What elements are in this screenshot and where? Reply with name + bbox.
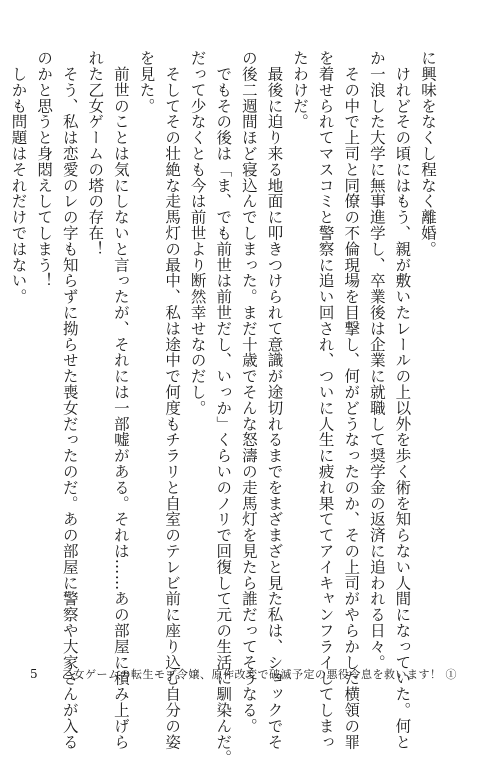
text-line: を見た。 — [137, 50, 156, 114]
text-line: けれどその頃にはもう、親が敷いたレールの上以外を歩く術を知らない人間になっていた。何と — [393, 50, 412, 750]
text-line: そう、私は恋愛のレの字も知らずに拗らせた喪女だったのだ。あの部屋に警察や大家さんが入る — [60, 50, 79, 750]
text-line: か一浪した大学に無事進学し、卒業後は企業に就職して奨学金の返済に追われる日々。 — [367, 50, 386, 671]
text-line: しかも問題はそれだけではない。 — [9, 50, 28, 305]
text-line: 前世のことは気にしないと言ったが、それには一部嘘がある。それは……あの部屋に積み上げら — [111, 50, 130, 750]
text-line: の後二週間ほど寝込んでしまった。まだ十歳でそんな怒濤の走馬灯を見たら誰だってそうなる。 — [239, 50, 258, 734]
text-line: に興味をなくし程なく離婚。 — [419, 50, 437, 257]
text-line: 最後に迫り来る地面に叩きつけられて意識が途切れるまでをまざまざと見た私は、ショックでそ — [265, 50, 284, 750]
text-line: その中で上司と同僚の不倫現場を目撃し、何がどうなったのか、その上司がやらかした横領の罪 — [342, 50, 361, 750]
text-line: のかと思うと身悶えしてしまう！ — [35, 50, 54, 289]
text-line: だって少なくとも今は前世より断然幸せなのだし。 — [188, 50, 207, 416]
text-line: れた乙女ゲームの塔の存在！ — [86, 50, 105, 257]
running-title: 乙女ゲームの転生モブ令嬢、原作改変で破滅予定の悪役令息を救います！ ① — [62, 668, 457, 681]
text-line: でもその後は「ま、でも前世は前世だし、いっか」くらいのノリで回復して元の生活に馴染んだ。 — [214, 50, 233, 766]
text-line: そしてその壮絶な走馬灯の最中、私は途中で何度もチラリと自室のテレビ前に座り込む自分の姿 — [163, 50, 182, 750]
page-number: 5 — [30, 667, 38, 681]
text-line: たわけだ。 — [291, 50, 310, 130]
page-footer — [30, 666, 470, 682]
text-line: を着せられてマスコミと警察に追い回され、ついに人生に疲れ果ててアイキャンフライしてしまっ — [316, 50, 335, 750]
